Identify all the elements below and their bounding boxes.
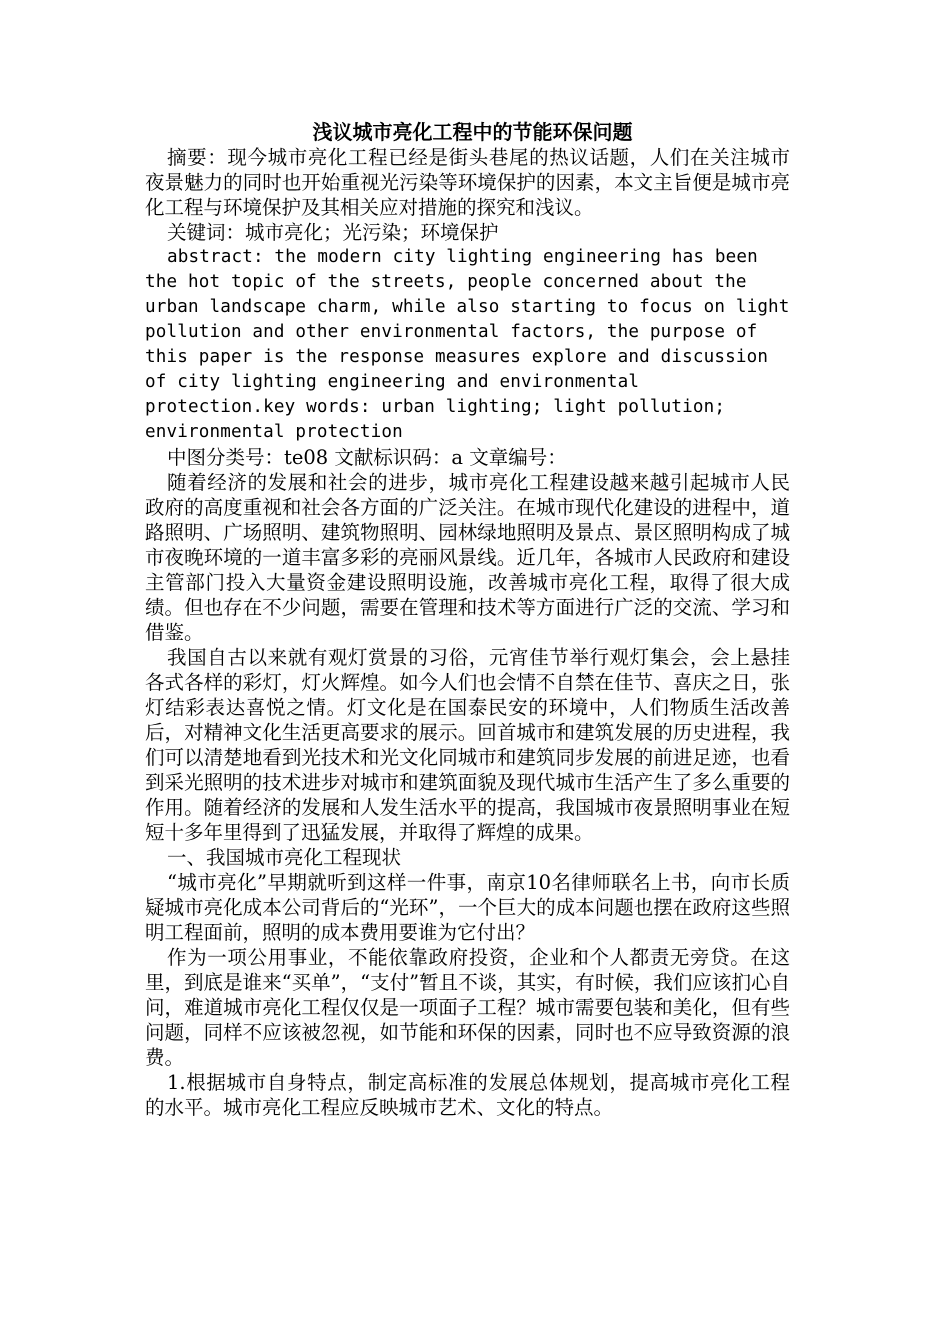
document-page: [145, 120, 790, 1120]
keywords-paragraph: 关键词：城市亮化；光污染；环境保护: [167, 221, 499, 244]
body-paragraph: 1.根据城市自身特点，制定高标准的发展总体规划，提高城市亮化工程的水平。城市亮化工程应反映城市艺术、文化的特点。: [145, 1071, 790, 1119]
body-paragraph: 作为一项公用事业，不能依靠政府投资，企业和个人都责无旁贷。在这里，到底是谁来“买单”，“支付”暂且不谈，其实，有时候，我们应该扪心自问，难道城市亮化工程仅仅是一项面子工程？城市需要包装和美化，但有些问题，同样不应该被忽视，如节能和环保的因素，同时也不应导致资源的浪费。: [145, 946, 790, 1069]
section-heading: 一、我国城市亮化工程现状: [167, 846, 402, 869]
classification-paragraph: 中图分类号：te08 文献标识码：a 文章编号：: [167, 446, 567, 469]
body-paragraph: 随着经济的发展和社会的进步，城市亮化工程建设越来越引起城市人民政府的高度重视和社会各方面的广泛关注。在城市现代化建设的进程中，道路照明、广场照明、建筑物照明、园林绿地照明及景点、景区照明构成了城市夜晚环境的一道丰富多彩的亮丽风景线。近几年，各城市人民政府和建设主管部门投入大量资金建设照明设施，改善城市亮化工程，取得了很大成绩。但也存在不少问题，需要在管理和技术等方面进行广泛的交流、学习和借鉴。: [145, 471, 790, 644]
english-abstract-paragraph: abstract: the modern city lighting engineering has been the hot topic of the streets, people concerned about the urban landscape charm, while also starting to focus on light pollution and other environmental factors, the purpose of this paper is the response measures explore and discussion of city lighting engineering and environmental protection.key words: urban lighting; light pollution; environmental protection: [145, 247, 790, 442]
body-paragraph: 我国自古以来就有观灯赏景的习俗，元宵佳节举行观灯集会，会上悬挂各式各样的彩灯，灯火辉煌。如今人们也会情不自禁在佳节、喜庆之日，张灯结彩表达喜悦之情。灯文化是在国泰民安的环境中，人们物质生活改善后，对精神文化生活更高要求的展示。回首城市和建筑发展的历史进程，我们可以清楚地看到光技术和光文化同城市和建筑同步发展的前进足迹，也看到采光照明的技术进步对城市和建筑面貌及现代城市生活产生了多么重要的作用。随着经济的发展和人发生活水平的提高，我国城市夜景照明事业在短短十多年里得到了迅猛发展，并取得了辉煌的成果。: [145, 646, 790, 844]
body-paragraph: “城市亮化”早期就听到这样一件事，南京10名律师联名上书，向市长质疑城市亮化成本公司背后的“光环”，一个巨大的成本问题也摆在政府这些照明工程面前，照明的成本费用要谁为它付出？: [145, 871, 790, 944]
abstract-paragraph: 摘要：现今城市亮化工程已经是街头巷尾的热议话题，人们在关注城市夜景魅力的同时也开始重视光污染等环境保护的因素，本文主旨便是城市亮化工程与环境保护及其相关应对措施的探究和浅议。: [145, 146, 790, 219]
document-title: 浅议城市亮化工程中的节能环保问题: [312, 120, 633, 144]
